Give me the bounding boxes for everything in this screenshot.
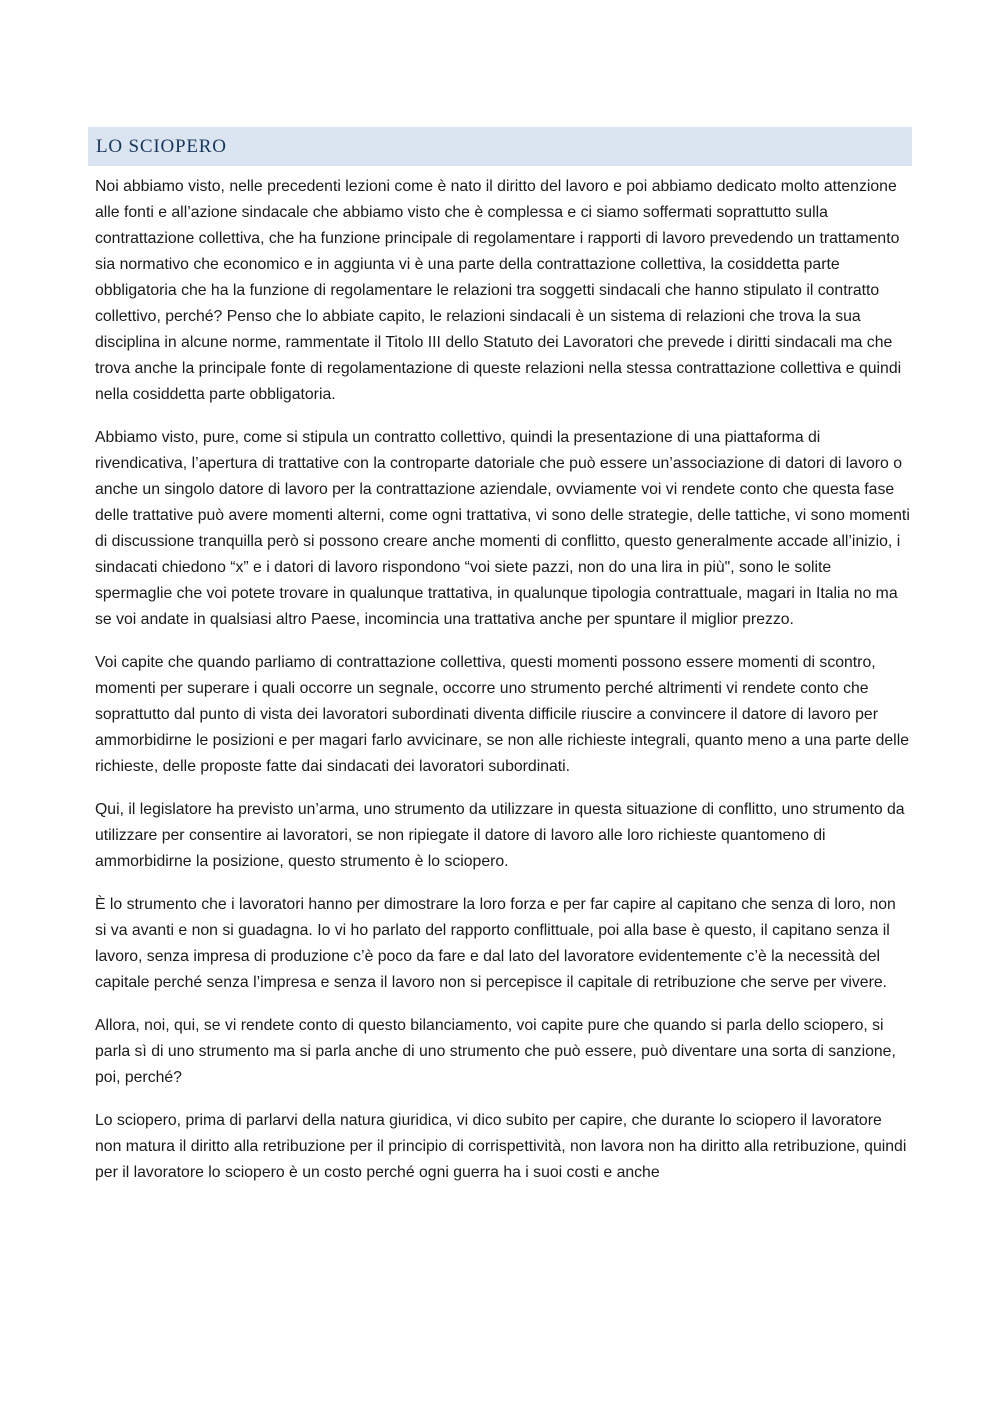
- paragraph: Allora, noi, qui, se vi rendete conto di questo bilanciamento, voi capite pure che quando si parla dello sciopero, si parla sì di uno strumento ma si parla anche di uno strumento che può essere, può diventare una sorta di sanzione, poi, perché?: [95, 1017, 896, 1086]
- paragraph: È lo strumento che i lavoratori hanno per dimostrare la loro forza e per far capire al capitano che senza di loro, non si va avanti e non si guadagna. Io vi ho parlato del rapporto conflittuale, poi alla base è questo, il capitano senza il lavoro, senza impresa di produzione c’è poco da fare e dal lato del lavoratore evidentemente c’è la necessità del capitale perché senza l’impresa e senza il lavoro non si percepisce il capitale di retribuzione che serve per vivere.: [95, 896, 896, 991]
- paragraph: Voi capite che quando parliamo di contrattazione collettiva, questi momenti possono essere momenti di scontro, momenti per superare i quali occorre un segnale, occorre uno strumento perché altrimenti vi rendete conto che soprattutto dal punto di vista dei lavoratori subordinati diventa difficile riuscire a convincere il datore di lavoro per ammorbidirne le posizioni e per magari farlo avvicinare, se non alle richieste integrali, quanto meno a una parte delle richieste, delle proposte fatte dai sindacati dei lavoratori subordinati.: [95, 654, 909, 775]
- paragraph: Lo sciopero, prima di parlarvi della natura giuridica, vi dico subito per capire, che durante lo sciopero il lavoratore non matura il diritto alla retribuzione per il principio di corrispettività, non lavora non ha diritto alla retribuzione, quindi per il lavoratore lo sciopero è un costo perché ogni guerra ha i suoi costi e anche: [95, 1112, 907, 1181]
- paragraph: Noi abbiamo visto, nelle precedenti lezioni come è nato il diritto del lavoro e poi abbiamo dedicato molto attenzione alle fonti e all’azione sindacale che abbiamo visto che è complessa e ci siamo soffermati soprattutto sulla contrattazione collettiva, che ha funzione principale di regolamentare i rapporti di lavoro prevedendo un trattamento sia normativo che economico e in aggiunta vi è una parte della contrattazione collettiva, la cosiddetta parte obbligatoria che ha la funzione di regolamentare le relazioni tra soggetti sindacali che hanno stipulato il contratto collettivo, perché? Penso che lo abbiate capito, le relazioni sindacali è un sistema di relazioni che trova la sua disciplina in alcune norme, rammentate il Titolo III dello Statuto dei Lavoratori che prevede i diritti sindacali ma che trova anche la principale fonte di regolamentazione di queste relazioni nella stessa contrattazione collettiva e quindi nella cosiddetta parte obbligatoria.: [95, 178, 902, 403]
- paragraph: Qui, il legislatore ha previsto un’arma, uno strumento da utilizzare in questa situazione di conflitto, uno strumento da utilizzare per consentire ai lavoratori, se non ripiegate il datore di lavoro alle loro richieste quantomeno di ammorbidirne la posizione, questo strumento è lo sciopero.: [95, 801, 905, 870]
- document-body: [95, 174, 910, 1186]
- section-heading-band: [88, 127, 912, 166]
- paragraph: Abbiamo visto, pure, come si stipula un contratto collettivo, quindi la presentazione di una piattaforma di rivendicativa, l’apertura di trattative con la controparte datoriale che può essere un’associazione di datori di lavoro o anche un singolo datore di lavoro per la contrattazione aziendale, ovviamente voi vi rendete conto che questa fase delle trattative può avere momenti alterni, come ogni trattativa, vi sono delle strategie, delle tattiche, vi sono momenti di discussione tranquilla però si possono creare anche momenti di conflitto, questo generalmente accade all’inizio, i sindacati chiedono “x” e i datori di lavoro rispondono “voi siete pazzi, non do una lira in più", sono le solite spermaglie che voi potete trovare in qualunque trattativa, in qualunque tipologia contrattuale, magari in Italia no ma se voi andate in qualsiasi altro Paese, incomincia una trattativa anche per spuntare il miglior prezzo.: [95, 429, 910, 628]
- section-heading: LO SCIOPERO: [96, 136, 227, 157]
